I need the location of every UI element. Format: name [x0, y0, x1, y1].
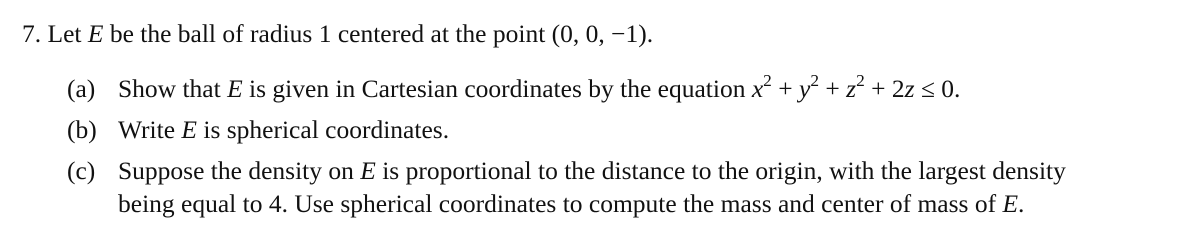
problem-stem	[22, 19, 653, 49]
equation-z: z	[846, 74, 857, 103]
part-c-variable-e: E	[360, 156, 376, 185]
equation-x: x	[751, 74, 764, 103]
stem-middle: be the ball of radius 1 centered at the point	[103, 19, 552, 48]
equation-x-exponent: 2	[763, 70, 772, 90]
stem-variable-e: E	[87, 19, 104, 48]
part-c-line-2	[118, 189, 1024, 219]
equation-plus-1: +	[771, 74, 799, 103]
part-a-middle: is given in Cartesian coordinates by the equation	[242, 74, 752, 103]
equation-z-exponent: 2	[856, 70, 865, 90]
part-c-line-2-variable-e: E	[1002, 189, 1019, 218]
part-a-variable-e: E	[227, 74, 243, 103]
equation-y: y	[798, 74, 811, 103]
part-label-c: (c)	[67, 156, 96, 185]
equation-rest: + 2	[864, 74, 905, 103]
part-c-line-2-suffix: .	[1018, 189, 1025, 218]
part-c-line-1-suffix: is proportional to the distance to the origin, with the largest density	[375, 156, 1066, 185]
stem-point: (0, 0, −1).	[551, 19, 654, 48]
part-a-prefix: Show that	[118, 74, 228, 103]
equation-z-linear: z	[904, 74, 915, 103]
stem-prefix: Let	[47, 19, 88, 48]
part-b-suffix: is spherical coordinates.	[196, 115, 450, 144]
equation-y-exponent: 2	[810, 70, 819, 90]
part-c-line-1	[67, 156, 1066, 186]
problem-number: 7.	[22, 19, 42, 48]
part-label-a: (a)	[67, 74, 96, 103]
part-b	[67, 115, 449, 145]
equation-end: ≤ 0.	[914, 74, 961, 103]
part-label-b: (b)	[67, 115, 97, 144]
equation-plus-2: +	[818, 74, 847, 103]
part-c-line-1-prefix: Suppose the density on	[118, 156, 361, 185]
part-b-variable-e: E	[181, 115, 197, 144]
part-a	[67, 70, 961, 104]
part-c-line-2-prefix: being equal to 4. Use spherical coordinates to compute the mass and center of mass of	[118, 189, 1003, 218]
part-b-prefix: Write	[118, 115, 182, 144]
